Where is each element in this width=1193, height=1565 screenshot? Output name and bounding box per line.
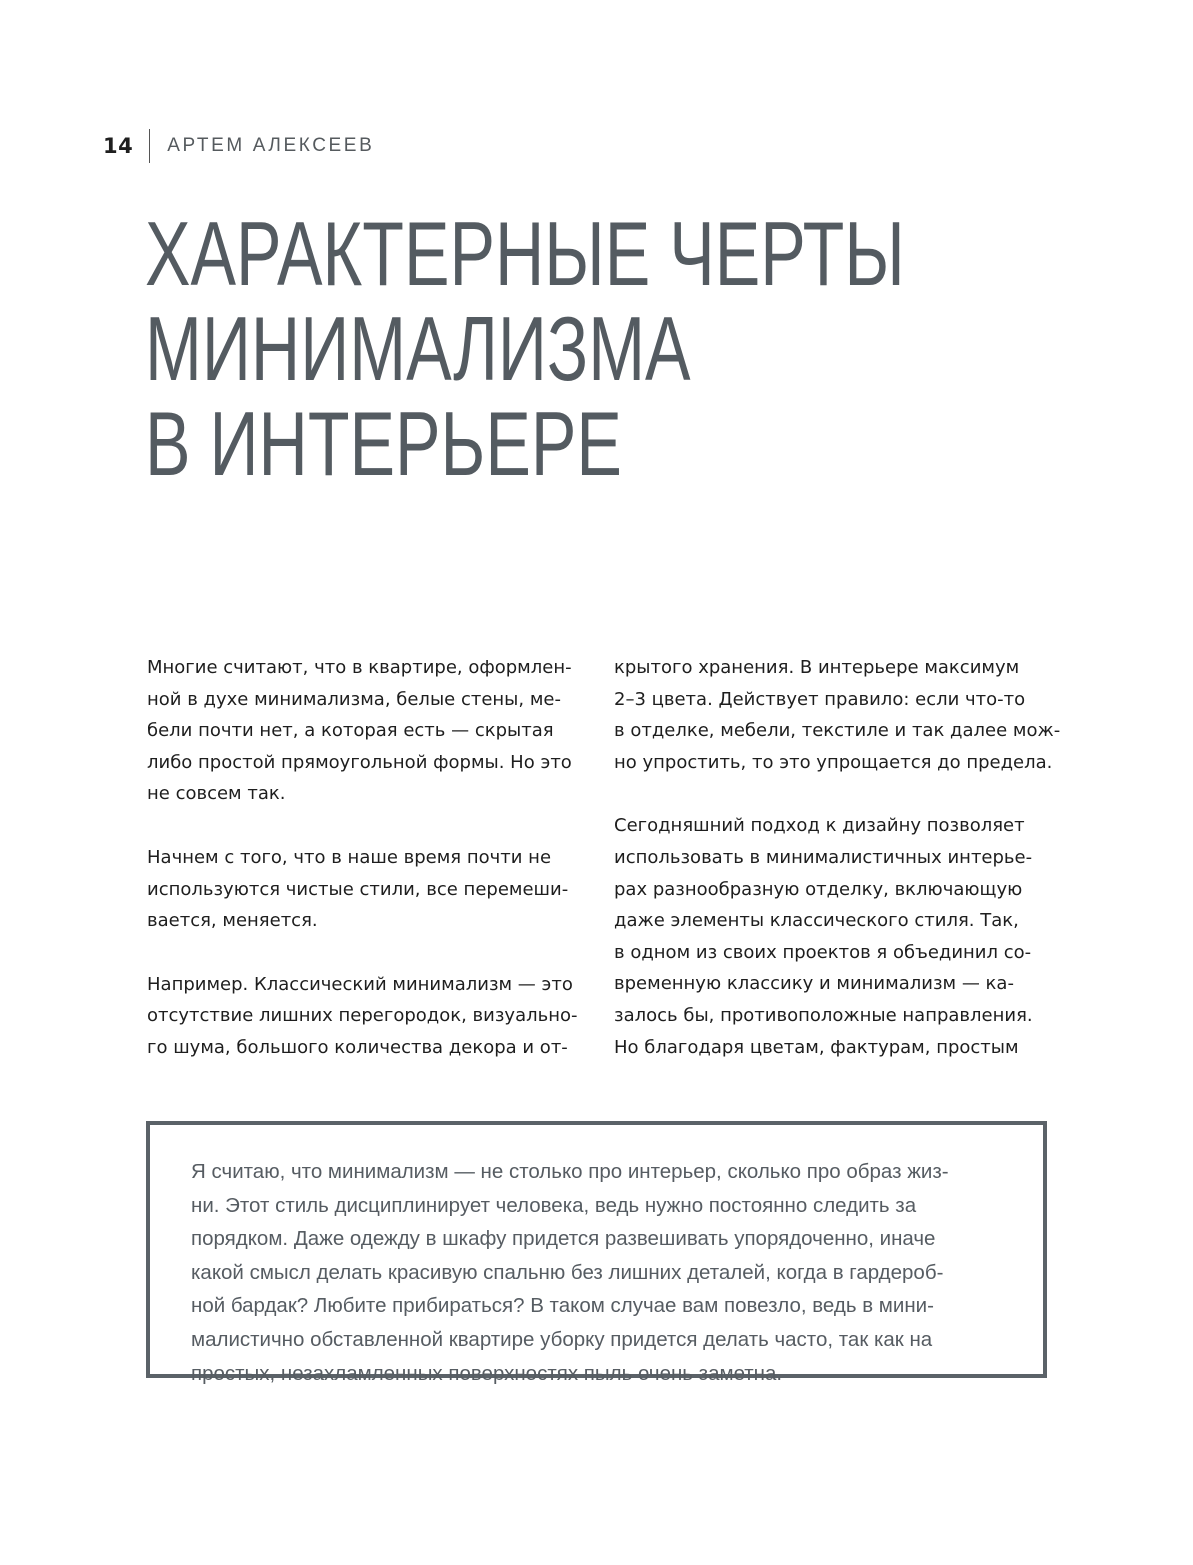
text-line: крытого хранения. В интерьере максимум bbox=[614, 657, 1020, 678]
callout-line: Я считаю, что минимализм — не столько про интерьер, сколько про образ жиз- bbox=[191, 1160, 949, 1183]
chapter-title-line: МИНИМАЛИЗМА bbox=[145, 299, 691, 400]
callout-line: простых, незахламленных поверхностях пыль очень заметна. bbox=[191, 1361, 783, 1385]
paragraph bbox=[614, 652, 1061, 778]
author-running-head: АРТЕМ АЛЕКСЕЕВ bbox=[167, 135, 375, 156]
text-line: вается, меняется. bbox=[147, 910, 318, 932]
callout-text bbox=[191, 1155, 949, 1390]
body-column-left bbox=[147, 652, 577, 1096]
text-line: использовать в минималистичных интерье- bbox=[614, 846, 1033, 868]
header-divider bbox=[149, 129, 150, 163]
body-column-right bbox=[614, 652, 1061, 1095]
text-line: временную классику и минимализм — ка- bbox=[614, 973, 1014, 995]
text-line: 2–3 цвета. Действует правило: если что-то bbox=[614, 688, 1026, 710]
chapter-title bbox=[145, 204, 905, 495]
callout-line: ной бардак? Любите прибираться? В таком случае вам повезло, ведь в мини- bbox=[191, 1294, 934, 1318]
paragraph bbox=[147, 652, 577, 810]
text-line: используются чистые стили, все перемеши- bbox=[147, 878, 569, 900]
text-line: но упростить, то это упрощается до предела. bbox=[614, 751, 1053, 773]
text-line: бели почти нет, а которая есть — скрытая bbox=[147, 720, 554, 742]
callout-line: порядком. Даже одежду в шкафу придется развешивать упорядоченно, иначе bbox=[191, 1227, 936, 1251]
text-line: даже элементы классического стиля. Так, bbox=[614, 910, 1019, 932]
callout-line: малистично обставленной квартире уборку придется делать часто, так как на bbox=[191, 1327, 933, 1351]
text-line: Начнем с того, что в наше время почти не bbox=[147, 846, 552, 868]
paragraph bbox=[147, 842, 577, 937]
text-line: залось бы, противоположные направления. bbox=[614, 1004, 1033, 1026]
text-line: в одном из своих проектов я объединил со- bbox=[614, 941, 1032, 963]
callout-line: ни. Этот стиль дисциплинирует человека, ведь нужно постоянно следить за bbox=[191, 1193, 917, 1217]
text-line: отсутствие лишних перегородок, визуально- bbox=[147, 1005, 578, 1027]
quote-callout-box bbox=[146, 1121, 1047, 1385]
text-line: Многие считают, что в квартире, оформлен- bbox=[147, 657, 572, 678]
text-line: Сегодняшний подход к дизайну позволяет bbox=[614, 815, 1025, 837]
text-line: Но благодаря цветам, фактурам, простым bbox=[614, 1036, 1019, 1058]
page-header bbox=[103, 128, 374, 164]
paragraph bbox=[147, 969, 577, 1064]
chapter-title-line: ХАРАКТЕРНЫЕ ЧЕРТЫ bbox=[145, 204, 905, 305]
text-line: не совсем так. bbox=[147, 783, 286, 805]
text-line: либо простой прямоугольной формы. Но это bbox=[147, 751, 572, 773]
callout-line: какой смысл делать красивую спальню без лишних деталей, когда в гардероб- bbox=[191, 1260, 944, 1284]
paragraph bbox=[614, 810, 1044, 1063]
text-line: го шума, большого количества декора и от- bbox=[147, 1036, 568, 1058]
chapter-title-line: В ИНТЕРЬЕРЕ bbox=[145, 394, 622, 495]
text-line: рах разнообразную отделку, включающую bbox=[614, 878, 1023, 900]
text-line: ной в духе минимализма, белые стены, ме- bbox=[147, 688, 561, 710]
text-line: Например. Классический минимализм — это bbox=[147, 973, 573, 995]
page-number: 14 bbox=[103, 134, 134, 158]
text-line: в отделке, мебели, текстиле и так далее мож- bbox=[614, 720, 1061, 742]
